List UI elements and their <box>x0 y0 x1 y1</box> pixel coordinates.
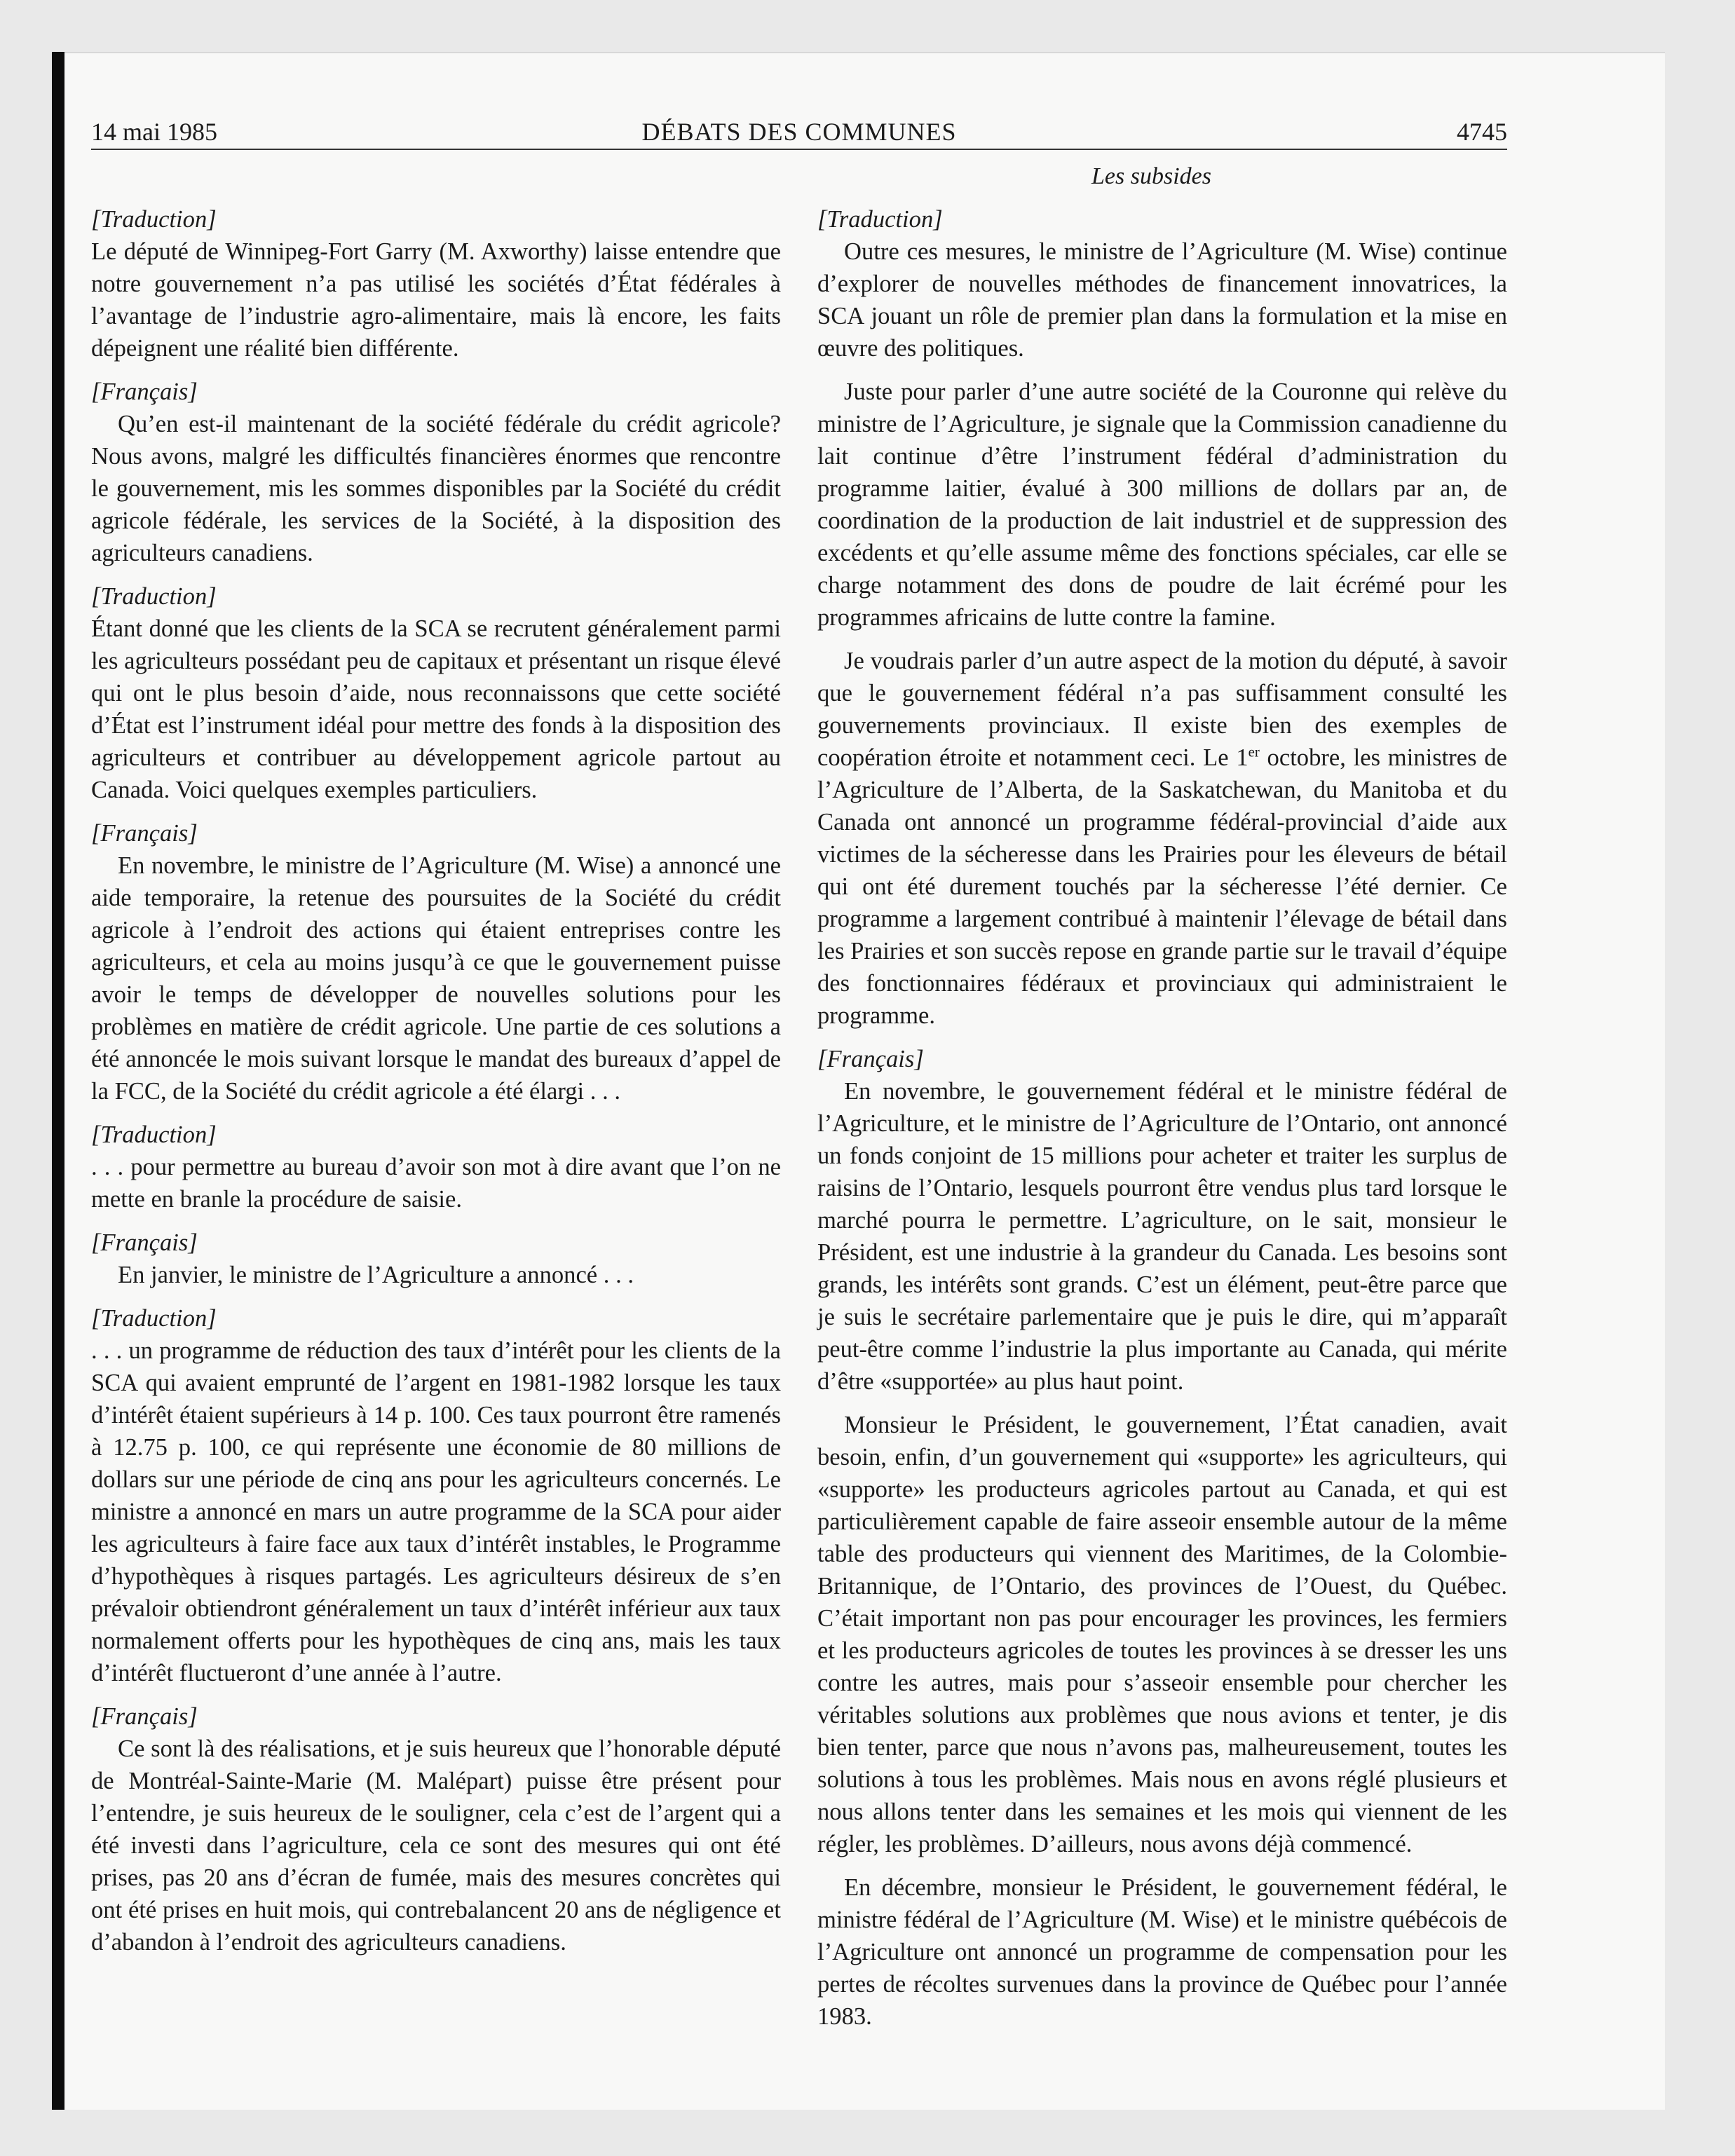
language-tag: [Français] <box>91 1703 198 1730</box>
header-journal-title: DÉBATS DES COMMUNES <box>641 118 957 146</box>
header-page-number: 4745 <box>1457 118 1507 146</box>
paragraph: Monsieur le Président, le gouvernement, l’État canadien, avait besoin, enfin, d’un gouvernement qui «supporte» les agriculteurs, qui «supporte» les producteurs agricoles partout au Canada, et qui est particulièrement capable de faire asseoir ensemble autour de la même table des producteurs qui viennent des Maritimes, de la Colombie-Britannique, de l’Ontario, des provinces de l’Ouest, du Québec. C’était important non pas pour encourager les provinces, les fermiers et les producteurs agricoles de toutes les provinces à se dresser les uns contre les autres, mais pour s’asseoir ensemble pour chercher les véritables solutions aux problèmes que nous avions et tenter, je dis bien tenter, parce que nous n’avons pas, malheureusement, toutes les solutions à tous les problèmes. Mais nous en avons réglé plusieurs et nous allons tenter dans les semaines et les mois qui viennent de les régler, les problèmes. D’ailleurs, nous avons déjà commencé. <box>817 1412 1507 1857</box>
paragraph: Qu’en est-il maintenant de la société fédérale du crédit agricole? Nous avons, malgré les difficultés financières énormes que rencontre le gouvernement, mis les sommes disponibles par la Société du crédit agricole fédérale, les services de la Société, à la disposition des agriculteurs canadiens. <box>91 411 781 566</box>
paragraph: Ce sont là des réalisations, et je suis heureux que l’honorable député de Montréal-Sainte-Marie (M. Malépart) puisse être présent pour l’entendre, je suis heureux de le souligner, cela c’est de l’argent qui a été investi dans l’agriculture, cela ce sont des mesures qui ont été prises, pas 20 ans d’écran de fumée, mais des mesures concrètes qui ont été prises en huit mois, qui contrebalancent 20 ans de négligence et d’abandon à l’endroit des agriculteurs canadiens. <box>91 1735 781 1956</box>
paragraph: Je voudrais parler d’un autre aspect de la motion du député, à savoir que le gouvernement fédéral n’a pas suffisamment consulté les gouvernements provinciaux. Il existe bien des exemples de coopération étroite et notamment ceci. Le 1er octobre, les ministres de l’Agriculture de l’Alberta, de la Saskatchewan, du Manitoba et du Canada ont annoncé un programme fédéral-provincial d’aide aux victimes de la sécheresse dans les Prairies pour les éleveurs de bétail qui ont été durement touchés par la sécheresse l’été dernier. Ce programme a largement contribué à maintenir l’élevage de bétail dans les Prairies et son succès repose en grande partie sur le travail d’équipe des fonctionnaires fédéraux et provinciaux qui administraient le programme. <box>817 648 1507 1029</box>
paragraph: . . . un programme de réduction des taux d’intérêt pour les clients de la SCA qui avaient emprunté de l’argent en 1981-1982 lorsque les taux d’intérêt étaient supérieurs à 14 p. 100. Ces taux pourront être ramenés à 12.75 p. 100, ce qui représente une économie de 80 millions de dollars sur une période de cinq ans pour les agriculteurs concernés. Le ministre a annoncé en mars un autre programme de la SCA pour aider les agriculteurs à faire face aux taux d’intérêt instables, le Programme d’hypothèques à risques partagés. Les agriculteurs désireux de s’en prévaloir obtiendront généralement un taux d’intérêt inférieur aux taux normalement offerts pour les hypothèques de cinq ans, mais les taux d’intérêt fluctueront d’une année à l’autre. <box>91 1337 781 1686</box>
language-tag: [Français] <box>91 820 198 847</box>
language-tag: [Traduction] <box>91 206 217 233</box>
right-column <box>817 203 1507 2044</box>
language-tag: [Français] <box>91 1229 198 1256</box>
language-tag: [Traduction] <box>817 206 943 233</box>
paragraph: Juste pour parler d’une autre société de la Couronne qui relève du ministre de l’Agriculture, je signale que la Commission canadienne du lait continue d’être l’instrument fédéral d’administration du programme laitier, évalué à 300 millions de dollars par an, de coordination de la production de lait industriel et de suppression des excédents et qu’elle assume même des fonctions spéciales, car elle se charge notamment des dons de poudre de lait écrémé pour les programmes africains de lutte contre la famine. <box>817 378 1507 631</box>
paragraph: En novembre, le gouvernement fédéral et le ministre fédéral de l’Agriculture, et le ministre de l’Agriculture de l’Ontario, ont annoncé un fonds conjoint de 15 millions pour acheter et traiter les surplus de raisins de l’Ontario, lesquels pourront être vendus plus tard lorsque le marché pourra le permettre. L’agriculture, on le sait, monsieur le Président, est une industrie à la grandeur du Canada. Les besoins sont grands, les intérêts sont grands. C’est un élément, peut-être parce que je suis le secrétaire parlementaire que je puis le dire, qui m’apparaît peut-être comme l’industrie la plus importante au Canada, qui mérite d’être «supportée» au plus haut point. <box>817 1078 1507 1395</box>
page-header <box>91 111 1507 153</box>
language-tag: [Traduction] <box>91 1121 217 1148</box>
language-tag: [Traduction] <box>91 583 217 610</box>
paragraph: Le député de Winnipeg-Fort Garry (M. Axworthy) laisse entendre que notre gouvernement n’a pas utilisé les sociétés d’État fédérales à l’avantage de l’industrie agro-alimentaire, mais là encore, les faits dépeignent une réalité bien différente. <box>91 238 781 362</box>
language-tag: [Français] <box>817 1046 924 1072</box>
scan-binding-edge <box>52 52 64 2110</box>
paragraph: En décembre, monsieur le Président, le gouvernement fédéral, le ministre fédéral de l’Agriculture (M. Wise) et le ministre québécois de l’Agriculture ont annoncé un programme de compensation pour les pertes de récoltes survenues dans la province de Québec pour l’année 1983. <box>817 1874 1507 2030</box>
header-date: 14 mai 1985 <box>91 118 217 146</box>
paragraph: . . . pour permettre au bureau d’avoir son mot à dire avant que l’on ne mette en branle la procédure de saisie. <box>91 1154 781 1213</box>
language-tag: [Traduction] <box>91 1305 217 1332</box>
paragraph: Outre ces mesures, le ministre de l’Agriculture (M. Wise) continue d’explorer de nouvelles méthodes de financement innovatrices, la SCA jouant un rôle de premier plan dans la formulation et la mise en œuvre des politiques. <box>817 238 1507 362</box>
language-tag: [Français] <box>91 378 198 405</box>
paragraph: En janvier, le ministre de l’Agriculture a annoncé . . . <box>118 1262 634 1288</box>
header-rule <box>91 149 1507 150</box>
paragraph: En novembre, le ministre de l’Agriculture (M. Wise) a annoncé une aide temporaire, la retenue des poursuites de la Société du crédit agricole à l’endroit des actions qui étaient entreprises contre les agriculteurs, et cela au moins jusqu’à ce que le gouvernement puisse avoir le temps de développer de nouvelles solutions pour les problèmes en matière de crédit agricole. Une partie de ces solutions a été annoncée le mois suivant lorsque le mandat des bureaux d’appel de la FCC, de la Société du crédit agricole a été élargi . . . <box>91 852 781 1105</box>
left-column <box>91 203 781 1970</box>
paragraph: Étant donné que les clients de la SCA se recrutent généralement parmi les agriculteurs possédant peu de capitaux et présentant un risque élevé qui ont le plus besoin d’aide, nous reconnaissons que cette société d’État est l’instrument idéal pour mettre des fonds à la disposition des agriculteurs et contribuer au développement agricole partout au Canada. Voici quelques exemples particuliers. <box>91 615 781 803</box>
running-head: Les subsides <box>1091 163 1211 189</box>
